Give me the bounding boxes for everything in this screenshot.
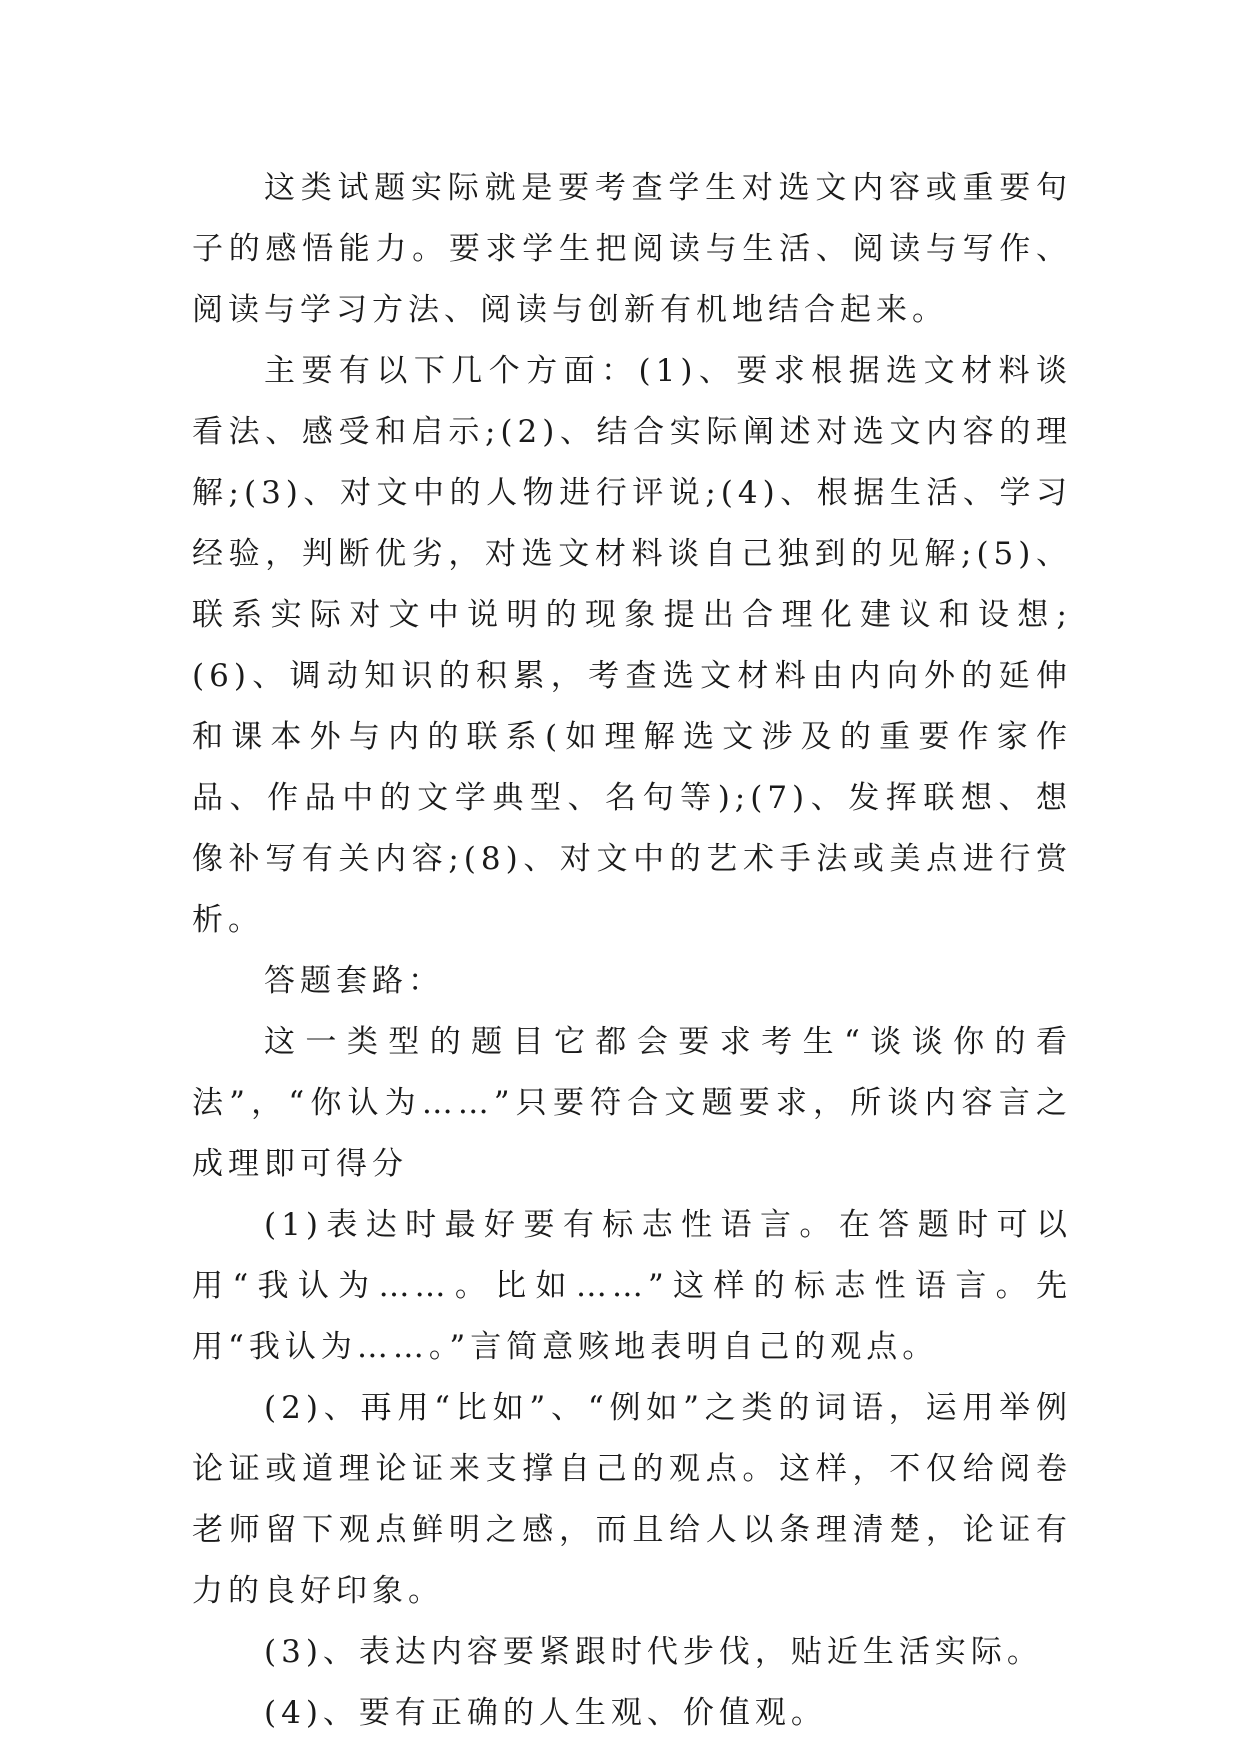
paragraph-point-3: (3)、表达内容要紧跟时代步伐，贴近生活实际。	[264, 1634, 1043, 1670]
paragraph-intro: 这类试题实际就是要考查学生对选文内容或重要句子的感悟能力。要求学生把阅读与生活、阅读与写作、阅读与学习方法、阅读与创新有机地结合起来。	[192, 170, 1072, 328]
paragraph-point-1: (1)表达时最好要有标志性语言。在答题时可以用“我认为……。比如……”这样的标志性语言。先用“我认为……。”言简意赅地表明自己的观点。	[192, 1207, 1072, 1365]
paragraph-point-2: (2)、再用“比如”、“例如”之类的词语，运用举例论证或道理论证来支撑自己的观点。这样，不仅给阅卷老师留下观点鲜明之感，而且给人以条理清楚，论证有力的良好印象。	[192, 1390, 1072, 1609]
paragraph-answer-routine-intro: 这一类型的题目它都会要求考生“谈谈你的看法”，“你认为……”只要符合文题要求，所谈内容言之成理即可得分	[192, 1024, 1072, 1182]
paragraph-answer-routine-heading: 答题套路：	[264, 963, 444, 999]
paragraph-aspects: 主要有以下几个方面：(1)、要求根据选文材料谈看法、感受和启示;(2)、结合实际阐述对选文内容的理解;(3)、对文中的人物进行评说;(4)、根据生活、学习经验，判断优劣，对选文材料谈自己独到的见解;(5)、联系实际对文中说明的现象提出合理化建议和设想;(6)、调动知识的积累，考查选文材料由内向外的延伸和课本外与内的联系(如理解选文涉及的重要作家作品、作品中的文学典型、名句等);(7)、发挥联想、想像补写有关内容;(8)、对文中的艺术手法或美点进行赏析。	[192, 353, 1072, 938]
document-body	[192, 158, 1072, 1744]
paragraph-point-4: (4)、要有正确的人生观、价值观。	[264, 1695, 827, 1731]
